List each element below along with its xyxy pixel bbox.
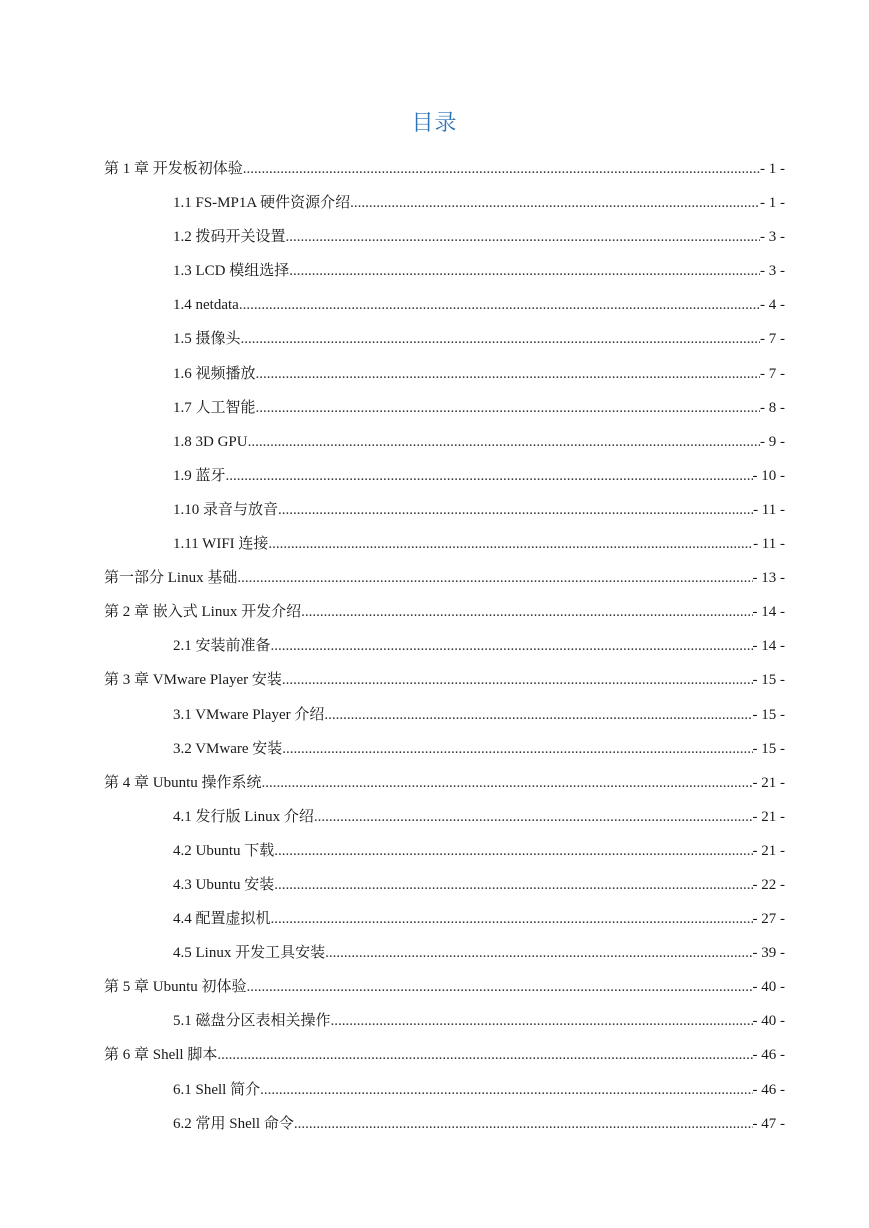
toc-entry-chapter[interactable] (0, 663, 869, 697)
dot-leader (217, 1038, 752, 1072)
toc-entry-chapter[interactable] (0, 970, 869, 1004)
toc-entry-label: 4.2 Ubuntu 下载 (173, 842, 275, 859)
toc-entry-section[interactable] (0, 220, 869, 254)
toc-entry-label: 第 5 章 Ubuntu 初体验 (104, 979, 247, 996)
toc-entry-page-number: - 15 - (752, 672, 785, 689)
toc-entry-label: 1.3 LCD 模组选择 (173, 263, 290, 280)
toc-entry-section[interactable] (0, 902, 869, 936)
toc-entry-label: 4.1 发行版 Linux 介绍 (173, 808, 314, 825)
toc-entry-page-number: - 21 - (752, 842, 785, 859)
dot-leader (256, 391, 760, 425)
dot-leader (294, 1107, 753, 1141)
dot-leader (301, 595, 752, 629)
dot-leader (289, 254, 760, 288)
toc-entry-section[interactable] (0, 322, 869, 356)
toc-entry-section[interactable] (0, 629, 869, 663)
toc-entry-page-number: - 46 - (752, 1047, 785, 1064)
toc-entry-page-number: - 46 - (752, 1081, 785, 1098)
dot-leader (241, 322, 760, 356)
toc-entry-page-number: - 13 - (752, 570, 785, 587)
toc-entry-label: 1.8 3D GPU (173, 433, 248, 450)
toc-entry-page-number: - 21 - (752, 774, 785, 791)
toc-entry-page-number: - 39 - (752, 945, 785, 962)
toc-entry-label: 第 3 章 VMware Player 安装 (104, 672, 282, 689)
dot-leader (286, 220, 760, 254)
toc-entry-label: 1.9 蓝牙 (173, 467, 226, 484)
toc-entry-section[interactable] (0, 391, 869, 425)
toc-entry-page-number: - 8 - (760, 399, 785, 416)
dot-leader (237, 561, 752, 595)
toc-entry-section[interactable] (0, 527, 869, 561)
toc-entry-chapter[interactable] (0, 561, 869, 595)
toc-entry-section[interactable] (0, 1107, 869, 1141)
toc-entry-label: 第一部分 Linux 基础 (104, 570, 238, 587)
dot-leader (271, 902, 753, 936)
dot-leader (282, 732, 752, 766)
toc-entry-page-number: - 1 - (760, 195, 785, 212)
toc-entry-page-number: - 3 - (760, 229, 785, 246)
toc-entry-page-number: - 15 - (752, 706, 785, 723)
toc-entry-page-number: - 11 - (753, 501, 785, 518)
toc-entry-label: 4.4 配置虚拟机 (173, 911, 271, 928)
dot-leader (248, 425, 760, 459)
toc-entry-section[interactable] (0, 1004, 869, 1038)
toc-entry-section[interactable] (0, 698, 869, 732)
toc-entry-page-number: - 10 - (752, 467, 785, 484)
toc-entry-label: 第 6 章 Shell 脚本 (104, 1047, 218, 1064)
dot-leader (278, 493, 753, 527)
toc-entry-label: 3.2 VMware 安装 (173, 740, 283, 757)
dot-leader (271, 629, 753, 663)
toc-entry-page-number: - 7 - (760, 331, 785, 348)
dot-leader (247, 970, 753, 1004)
dot-leader (274, 834, 752, 868)
dot-leader (331, 1004, 753, 1038)
toc-entry-section[interactable] (0, 459, 869, 493)
toc-entry-section[interactable] (0, 732, 869, 766)
toc-entry-section[interactable] (0, 254, 869, 288)
toc-list (0, 152, 869, 1141)
toc-entry-label: 2.1 安装前准备 (173, 638, 271, 655)
toc-entry-section[interactable] (0, 425, 869, 459)
toc-entry-section[interactable] (0, 868, 869, 902)
toc-entry-label: 3.1 VMware Player 介绍 (173, 706, 325, 723)
toc-entry-label: 6.2 常用 Shell 命令 (173, 1115, 294, 1132)
toc-entry-label: 第 2 章 嵌入式 Linux 开发介绍 (104, 604, 302, 621)
dot-leader (256, 357, 760, 391)
toc-entry-label: 5.1 磁盘分区表相关操作 (173, 1013, 331, 1030)
toc-entry-page-number: - 27 - (752, 911, 785, 928)
toc-entry-label: 1.2 拨码开关设置 (173, 229, 286, 246)
toc-entry-page-number: - 40 - (752, 1013, 785, 1030)
toc-entry-section[interactable] (0, 288, 869, 322)
toc-entry-page-number: - 14 - (752, 638, 785, 655)
dot-leader (282, 663, 753, 697)
toc-entry-label: 1.4 netdata (173, 297, 239, 314)
toc-entry-label: 1.6 视频播放 (173, 365, 256, 382)
dot-leader (274, 868, 752, 902)
dot-leader (314, 800, 753, 834)
dot-leader (268, 527, 753, 561)
dot-leader (350, 186, 760, 220)
dot-leader (239, 288, 760, 322)
toc-entry-page-number: - 1 - (760, 161, 785, 177)
toc-entry-page-number: - 3 - (760, 263, 785, 280)
toc-entry-section[interactable] (0, 186, 869, 220)
toc-entry-page-number: - 9 - (760, 433, 785, 450)
toc-entry-section[interactable] (0, 834, 869, 868)
toc-entry-label: 1.7 人工智能 (173, 399, 256, 416)
toc-entry-label: 4.3 Ubuntu 安装 (173, 876, 275, 893)
toc-entry-label: 1.1 FS-MP1A 硬件资源介绍 (173, 195, 351, 212)
toc-entry-page-number: - 7 - (760, 365, 785, 382)
toc-entry-page-number: - 22 - (752, 876, 785, 893)
toc-entry-label: 1.5 摄像头 (173, 331, 241, 348)
toc-entry-section[interactable] (0, 800, 869, 834)
toc-entry-page-number: - 21 - (752, 808, 785, 825)
toc-entry-label: 第 1 章 开发板初体验 (104, 161, 243, 177)
toc-entry-section[interactable] (0, 1073, 869, 1107)
toc-entry-section[interactable] (0, 493, 869, 527)
dot-leader (262, 766, 753, 800)
toc-entry-label: 第 4 章 Ubuntu 操作系统 (104, 774, 262, 791)
dot-leader (243, 152, 760, 186)
toc-entry-chapter[interactable] (0, 152, 869, 186)
toc-entry-label: 1.11 WIFI 连接 (173, 536, 269, 553)
toc-entry-chapter[interactable] (0, 1038, 869, 1072)
toc-entry-page-number: - 11 - (753, 536, 785, 553)
toc-entry-page-number: - 14 - (752, 604, 785, 621)
toc-entry-label: 6.1 Shell 简介 (173, 1081, 261, 1098)
toc-entry-page-number: - 15 - (752, 740, 785, 757)
dot-leader (226, 459, 753, 493)
toc-title: 目录 (411, 110, 458, 135)
toc-entry-chapter[interactable] (0, 766, 869, 800)
toc-entry-page-number: - 40 - (752, 979, 785, 996)
toc-entry-label: 1.10 录音与放音 (173, 501, 279, 518)
toc-entry-section[interactable] (0, 357, 869, 391)
dot-leader (260, 1073, 752, 1107)
toc-entry-page-number: - 47 - (752, 1115, 785, 1132)
toc-entry-chapter[interactable] (0, 595, 869, 629)
toc-entry-label: 4.5 Linux 开发工具安装 (173, 945, 326, 962)
toc-entry-page-number: - 4 - (760, 297, 785, 314)
dot-leader (325, 936, 752, 970)
toc-entry-section[interactable] (0, 936, 869, 970)
dot-leader (324, 698, 752, 732)
